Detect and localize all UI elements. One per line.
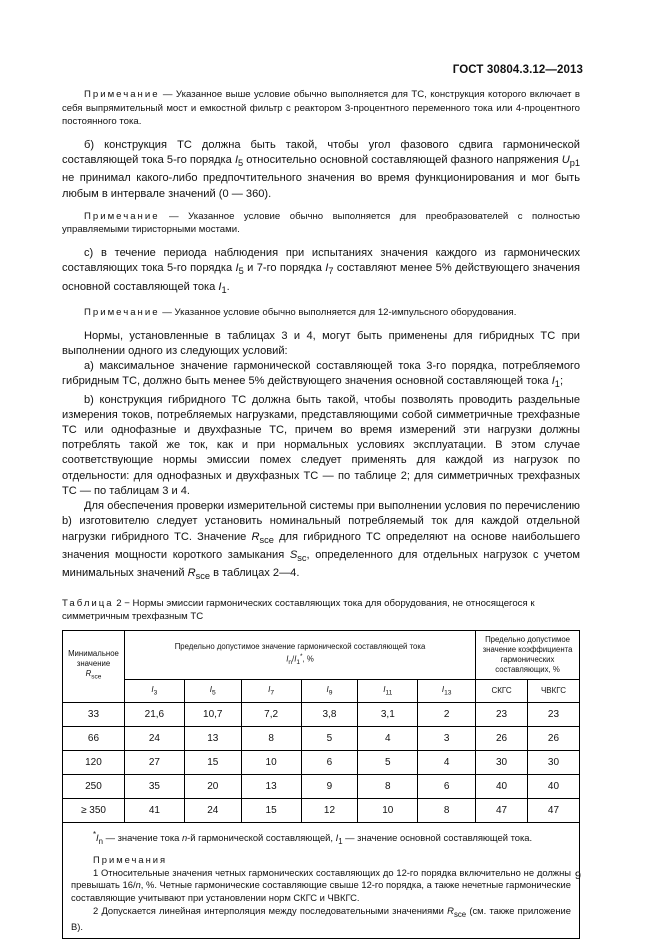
subscript: 13 xyxy=(444,689,452,697)
symbol: I xyxy=(551,375,555,388)
table-cell: 120 xyxy=(63,750,125,774)
table-cell: 21,6 xyxy=(124,702,184,726)
symbol: n xyxy=(181,831,188,843)
table-caption-text: 2 − Нормы эмиссии гармонических составляющих тока для оборудования, не относящегося к симметричным трехфазным ТС xyxy=(62,597,535,623)
text-run: — значение тока xyxy=(103,831,182,843)
header-text: Предельно допустимое значение гармонической составляющей тока xyxy=(174,641,426,651)
table-cell: 9 xyxy=(301,774,358,798)
table-cell: 10,7 xyxy=(184,702,241,726)
paragraph-a2 xyxy=(62,359,580,393)
superscript: * xyxy=(93,829,97,839)
symbol: I xyxy=(235,262,239,275)
table-cell: 4 xyxy=(358,726,418,750)
text-run: -й гармонической составляющей, xyxy=(187,831,336,843)
note-3 xyxy=(62,306,580,320)
text-run: (см. также приложение В). xyxy=(71,904,571,933)
table-cell: 35 xyxy=(124,774,184,798)
subscript: p1 xyxy=(569,158,580,169)
symbol: I xyxy=(218,280,222,293)
subscript: 5 xyxy=(238,158,244,169)
col-chvkgs-header: ЧВКГС xyxy=(527,679,579,702)
col-i11-header xyxy=(358,679,418,702)
table-cell: 26 xyxy=(476,726,528,750)
text-run: Для обеспечения проверки измерительной системы при выполнении условия по перечислению b) изготовителю следует установить номинальный потребляемый ток для каждой отдельной нагрузки гибридного ТС. Значение xyxy=(62,500,580,543)
table-cell: 66 xyxy=(63,726,125,750)
table-cell: 23 xyxy=(476,702,528,726)
subscript: 7 xyxy=(270,689,275,697)
header-text: Минимальное значение xyxy=(68,649,119,669)
symbol: I xyxy=(325,262,329,275)
text-run: , определенного для отдельных нагрузок с учетом минимальных значений xyxy=(62,548,580,580)
symbol: I xyxy=(294,654,297,664)
text-run: , %. Четные гармонические составляющие свыше 12-го порядка, а также нечетные гармонические составляющие учитывают при установлении норм СКГС и ЧВКГС. xyxy=(71,879,571,903)
table-cell: 10 xyxy=(241,750,301,774)
symbol: I xyxy=(209,684,213,694)
table-row xyxy=(63,750,580,774)
table-cell: 3,1 xyxy=(358,702,418,726)
subscript: sce xyxy=(453,909,467,919)
note-text: — Указанное условие обычно выполняется для преобразователей с полностью управляемыми тиристорными мостами. xyxy=(62,210,580,236)
table-cell: 7,2 xyxy=(241,702,301,726)
table-subheader-row xyxy=(63,679,580,702)
table-cell: 250 xyxy=(63,774,125,798)
subscript: n xyxy=(288,658,293,666)
col-i13-header xyxy=(418,679,476,702)
table-cell: 3,8 xyxy=(301,702,358,726)
subscript: sce xyxy=(195,571,211,582)
table-cell: ≥ 350 xyxy=(63,798,125,822)
subscript: 1 xyxy=(221,284,227,295)
text-run: в таблицах 2—4. xyxy=(210,567,300,580)
symbol: I xyxy=(286,654,289,664)
table-cell: 23 xyxy=(527,702,579,726)
paragraph-b2: b) конструкция гибридного ТС должна быть такой, чтобы позволять проводить раздельные измерения токов, потребляемых нагрузками, представляющими собой симметричные трехфазные ТС или однофазные и двухфазные ТС, причем во время измерений эти нагрузки должны потреблять такой же ток, как и при нормальных условиях эксплуатации. В этом случае соответствующие нормы эмиссии помех следует применять для каждой из нагрузок по отдельности: для однофазных и двухфазных ТС — по таблице 2; для симметричных трехфазных ТС — по таблицам 3 и 4. xyxy=(62,393,580,497)
table-cell: 12 xyxy=(301,798,358,822)
col-i3-header xyxy=(124,679,184,702)
table-note-1 xyxy=(71,867,571,905)
symbol: I xyxy=(441,684,445,694)
text-run: ; xyxy=(559,375,564,388)
symbol: R xyxy=(187,567,196,580)
symbol: I xyxy=(326,684,329,694)
text-run: для гибридного ТС определяют на основе наибольшего значения мощности короткого замыкания xyxy=(62,530,580,561)
text-run: 1 Относительные значения четных гармонических составляющих до 12-го порядка включительно не должны превышать 16/ xyxy=(71,866,571,891)
notes-title: Примечания xyxy=(93,854,168,866)
coefficient-group-header: Предельно допустимое значение коэффициента гармонических составляющих, % xyxy=(476,630,580,679)
table-cell: 6 xyxy=(418,774,476,798)
subscript: 7 xyxy=(328,266,334,277)
table-cell: 24 xyxy=(124,726,184,750)
paragraph-c xyxy=(62,246,580,298)
table-cell: 13 xyxy=(241,774,301,798)
table-cell: 15 xyxy=(241,798,301,822)
col-min-rsce-header xyxy=(63,630,125,702)
subscript: 1 xyxy=(296,658,300,666)
subscript: 1 xyxy=(338,836,343,846)
table-cell: 13 xyxy=(184,726,241,750)
table-cell: 24 xyxy=(184,798,241,822)
symbol: n xyxy=(135,879,141,891)
text-run: б) конструкция ТС должна быть такой, чтобы угол фазового сдвига гармонической составляющей тока 5-го порядка xyxy=(62,138,580,166)
table-cell: 30 xyxy=(476,750,528,774)
col-i5-header xyxy=(184,679,241,702)
table-cell: 5 xyxy=(358,750,418,774)
note-label: Примечание xyxy=(84,210,160,222)
table-header-row xyxy=(63,630,580,679)
harmonics-table xyxy=(62,630,580,939)
symbol: I xyxy=(335,831,339,843)
col-skgs-header: СКГС xyxy=(476,679,528,702)
text-run: не принимал какого-либо предпочтительного значения во время функционирования и мог быть любым в интервале значений (0 — 360). xyxy=(62,172,580,200)
table-cell: 8 xyxy=(241,726,301,750)
table-caption xyxy=(62,597,580,624)
subscript: 9 xyxy=(328,689,333,697)
paragraph-verify xyxy=(62,499,580,585)
text-run: 2 Допускается линейная интерполяция между последовательными значениями xyxy=(93,904,448,916)
symbol: I xyxy=(383,684,386,694)
symbol: I xyxy=(268,684,271,694)
text-run: с) в течение периода наблюдения при испытаниях значения каждого из гармонических составляющих тока 5-го порядка xyxy=(62,247,580,275)
table-cell: 15 xyxy=(184,750,241,774)
paragraph-b xyxy=(62,138,580,202)
document-id: ГОСТ 30804.3.12—2013 xyxy=(452,64,583,76)
symbol: R xyxy=(85,669,92,679)
symbol: I xyxy=(151,684,154,694)
table-row xyxy=(63,702,580,726)
symbol: U xyxy=(561,153,570,166)
table-cell: 40 xyxy=(527,774,579,798)
table-caption-label: Таблица xyxy=(62,597,114,609)
text-run: . xyxy=(226,280,230,293)
text-run: а) максимальное значение гармонической составляющей тока 3-го порядка, потребляемого гибридным ТС, должно быть менее 5% действующего значения основной составляющей тока xyxy=(62,360,580,388)
table-cell: 40 xyxy=(476,774,528,798)
subscript: sce xyxy=(91,673,102,681)
table-cell: 5 xyxy=(301,726,358,750)
subscript: 5 xyxy=(238,266,244,277)
table-cell: 2 xyxy=(418,702,476,726)
symbol: S xyxy=(289,548,298,561)
table-footnotes xyxy=(63,822,580,938)
subscript: sce xyxy=(259,534,274,545)
superscript: * xyxy=(300,652,303,660)
table-footer-row xyxy=(63,822,580,938)
table-cell: 3 xyxy=(418,726,476,750)
table-cell: 4 xyxy=(418,750,476,774)
note-2 xyxy=(62,210,580,237)
table-row xyxy=(63,798,580,822)
col-i7-header xyxy=(241,679,301,702)
subscript: 5 xyxy=(212,689,216,697)
subscript: 11 xyxy=(385,689,393,697)
note-1 xyxy=(62,88,580,129)
col-i9-header xyxy=(301,679,358,702)
table-cell: 47 xyxy=(527,798,579,822)
symbol: R xyxy=(447,904,454,916)
text-run: составляют менее 5% действующего значения основной составляющей тока xyxy=(62,262,580,293)
text-run: — значение основной составляющей тока. xyxy=(342,831,533,843)
symbol: I xyxy=(234,153,239,166)
table-cell: 41 xyxy=(124,798,184,822)
text-run: и 7-го порядка xyxy=(243,262,326,275)
table-cell: 8 xyxy=(358,774,418,798)
footnote xyxy=(71,829,571,849)
note-label: Примечание xyxy=(84,89,160,100)
subscript: 3 xyxy=(153,689,158,697)
table-cell: 30 xyxy=(527,750,579,774)
symbol: R xyxy=(251,530,260,543)
text-run: относительно основной составляющей фазного напряжения xyxy=(243,153,562,166)
page-content xyxy=(62,88,580,939)
unit: , % xyxy=(302,654,314,664)
note-text: — Указанное выше условие обычно выполняется для ТС, конструкция которого включает в себя выпрямительный мост и емкостной фильтр с реактором 3-процентного переменного тока или 4-процентного постоянного тока. xyxy=(62,89,580,128)
page-number: 9 xyxy=(574,870,581,882)
note-text: — Указанное условие обычно выполняется для 12-импульсного оборудования. xyxy=(159,307,517,319)
harmonic-limit-group-header: Предельно допустимое значение гармонической составляющей тока $I_n/I_1^*$, % xyxy=(124,630,475,679)
table-cell: 26 xyxy=(527,726,579,750)
table-cell: 6 xyxy=(301,750,358,774)
table-cell: 8 xyxy=(418,798,476,822)
symbol: I xyxy=(96,831,99,843)
note-label: Примечание xyxy=(84,307,160,319)
subscript: n xyxy=(98,836,104,846)
table-cell: 10 xyxy=(358,798,418,822)
table-row xyxy=(63,774,580,798)
subscript: sc xyxy=(297,553,307,564)
table-row xyxy=(63,726,580,750)
paragraph-norms: Нормы, установленные в таблицах 3 и 4, могут быть применены для гибридных ТС при выполнении одного из следующих условий: xyxy=(62,329,580,357)
table-note-2 xyxy=(71,905,571,934)
table-cell: 47 xyxy=(476,798,528,822)
table-cell: 27 xyxy=(124,750,184,774)
table-cell: 20 xyxy=(184,774,241,798)
table-cell: 33 xyxy=(63,702,125,726)
subscript: 1 xyxy=(554,379,560,390)
